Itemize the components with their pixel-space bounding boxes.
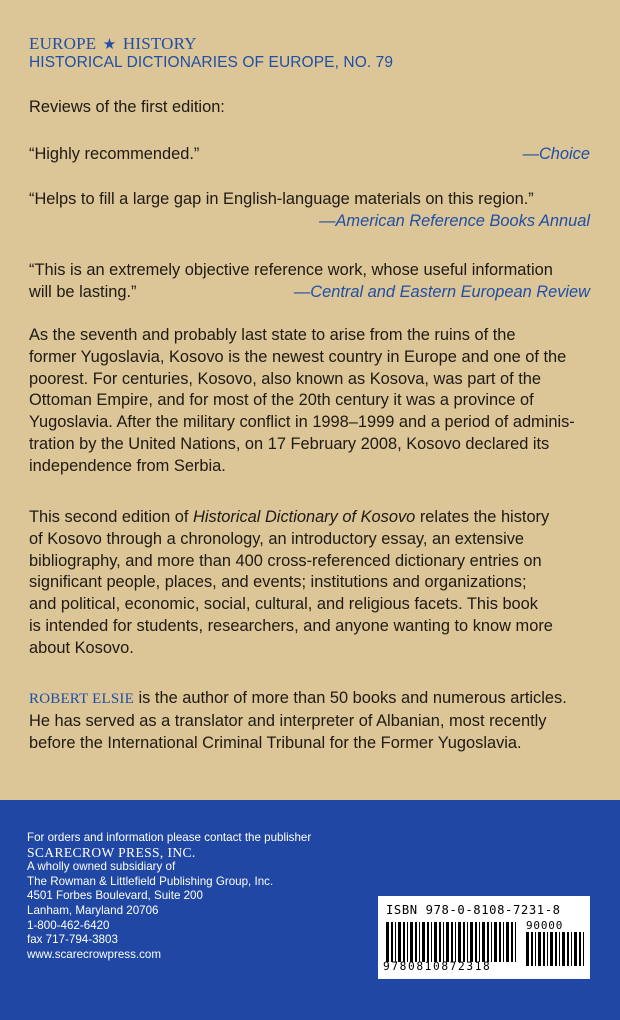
star-icon: ★	[102, 37, 117, 53]
barcode-bar	[506, 922, 509, 962]
barcode	[378, 896, 590, 979]
review-quote: “Highly recommended.”	[29, 145, 200, 163]
review-2	[29, 189, 590, 233]
desc-line: Yugoslavia. After the military conflict in 1998–1999 and a period of adminis-	[29, 413, 575, 432]
desc-line: bibliography, and more than 400 cross-referenced dictionary entries on	[29, 551, 542, 570]
barcode-digits: 9780810872318	[383, 960, 492, 973]
review-source: —Central and Eastern European Review	[293, 282, 590, 301]
barcode-bar	[470, 922, 473, 962]
publisher-contact: For orders and information please contact the publisher	[27, 831, 312, 844]
publisher-line: Lanham, Maryland 20706	[27, 903, 159, 917]
desc-line: tration by the United Nations, on 17 February 2008, Kosovo declared its	[29, 434, 550, 453]
desc-line: Ottoman Empire, and for most of the 20th century it was a province of	[29, 391, 534, 410]
barcode-bar	[494, 922, 497, 962]
barcode-bar	[574, 932, 577, 966]
barcode-bar	[443, 922, 444, 962]
barcode-bar	[386, 922, 389, 962]
bio-text: is the author of more than 50 books and numerous articles.	[133, 689, 567, 707]
publisher-line: The Rowman & Littlefield Publishing Group, Inc.	[27, 874, 274, 888]
barcode-bar	[395, 922, 396, 962]
barcode-bar	[562, 932, 565, 966]
publisher-name: SCARECROW PRESS, INC.	[27, 844, 196, 860]
desc-line: significant people, places, and events; institutions and organizations;	[29, 573, 527, 592]
publisher-phone: 1-800-462-6420	[27, 918, 110, 932]
review-quote: “Helps to fill a large gap in English-language materials on this region.”	[29, 190, 534, 208]
desc-line: As the seventh and probably last state to arise from the ruins of the	[29, 326, 516, 344]
barcode-bar	[451, 922, 453, 962]
book-title: Historical Dictionary of Kosovo	[193, 508, 416, 526]
barcode-bar	[463, 922, 465, 962]
barcode-bar	[439, 922, 441, 962]
desc-text: relates the history	[415, 508, 550, 526]
publisher-line: A wholly owned subsidiary of	[27, 860, 176, 874]
barcode-bar	[491, 922, 492, 962]
publisher-website: www.scarecrowpress.com	[27, 947, 162, 961]
review-source: —Choice	[522, 145, 590, 163]
barcode-bar	[515, 922, 516, 962]
desc-line: and political, economic, social, cultural, and religious facets. This book	[29, 595, 538, 614]
barcode-bar	[583, 932, 584, 966]
desc-line	[29, 688, 590, 711]
barcode-bar	[475, 922, 477, 962]
barcode-bar	[503, 922, 504, 962]
barcode-bar	[434, 922, 437, 962]
publisher-fax: fax 717-794-3803	[27, 933, 118, 947]
barcode-bar	[446, 922, 449, 962]
series-history: HISTORY	[122, 34, 197, 53]
barcode-addon-digits: 90000	[526, 919, 564, 932]
description-paragraph-2	[29, 507, 590, 660]
author-name: ROBERT ELSIE	[29, 691, 134, 707]
barcode-bar	[455, 922, 456, 962]
barcode-bar	[538, 932, 541, 966]
desc-line: poorest. For centuries, Kosovo, also known as Kosova, was part of the	[29, 369, 542, 388]
author-bio	[29, 688, 590, 754]
barcode-bar	[526, 932, 529, 966]
barcode-bar	[422, 922, 425, 962]
barcode-bar	[427, 922, 429, 962]
barcode-bar	[535, 932, 536, 966]
barcode-bar	[407, 922, 408, 962]
review-quote-line1: “This is an extremely objective reference work, whose useful information	[29, 261, 553, 279]
barcode-bar	[547, 932, 548, 966]
barcode-bar	[391, 922, 393, 962]
series-subtitle: HISTORICAL DICTIONARIES OF EUROPE, NO. 79	[29, 54, 394, 71]
desc-line: before the International Criminal Tribunal for the Former Yugoslavia.	[29, 733, 522, 752]
barcode-bar	[511, 922, 513, 962]
review-quote-line2: will be lasting.”	[29, 282, 137, 301]
barcode-bar	[419, 922, 420, 962]
barcode-bar	[579, 932, 581, 966]
barcode-bar	[415, 922, 417, 962]
barcode-bar	[555, 932, 557, 966]
barcode-bar	[559, 932, 560, 966]
desc-line: He has served as a translator and interpreter of Albanian, most recently	[29, 711, 547, 730]
barcode-bar	[482, 922, 485, 962]
barcode-bar	[543, 932, 545, 966]
review-source: —American Reference Books Annual	[319, 211, 590, 230]
barcode-bar	[410, 922, 413, 962]
series-europe: EUROPE	[29, 34, 97, 53]
barcode-bar	[550, 932, 553, 966]
reviews-heading: Reviews of the first edition:	[29, 98, 225, 116]
barcode-bar	[398, 922, 401, 962]
desc-line	[29, 507, 590, 529]
series-title	[29, 34, 197, 55]
barcode-bar	[479, 922, 480, 962]
desc-text: This second edition of	[29, 508, 194, 526]
desc-line: independence from Serbia.	[29, 456, 226, 475]
review-1	[29, 144, 590, 166]
barcode-bar	[487, 922, 489, 962]
publisher-line: 4501 Forbes Boulevard, Suite 200	[27, 889, 203, 903]
barcode-bar	[531, 932, 533, 966]
desc-line: is intended for students, researchers, and anyone wanting to know more	[29, 616, 553, 635]
desc-line: former Yugoslavia, Kosovo is the newest country in Europe and one of the	[29, 347, 567, 366]
desc-line: about Kosovo.	[29, 638, 134, 657]
barcode-bar	[567, 932, 569, 966]
description-paragraph-1	[29, 325, 590, 478]
barcode-bar	[458, 922, 461, 962]
publisher-info	[27, 831, 311, 962]
barcode-bar	[571, 932, 572, 966]
review-3	[29, 260, 590, 304]
barcode-bar	[403, 922, 405, 962]
desc-line: of Kosovo through a chronology, an introductory essay, an extensive	[29, 529, 525, 548]
barcode-bar	[467, 922, 468, 962]
isbn-text: ISBN 978-0-8108-7231-8	[386, 903, 561, 917]
barcode-bar	[431, 922, 432, 962]
barcode-bar	[499, 922, 501, 962]
